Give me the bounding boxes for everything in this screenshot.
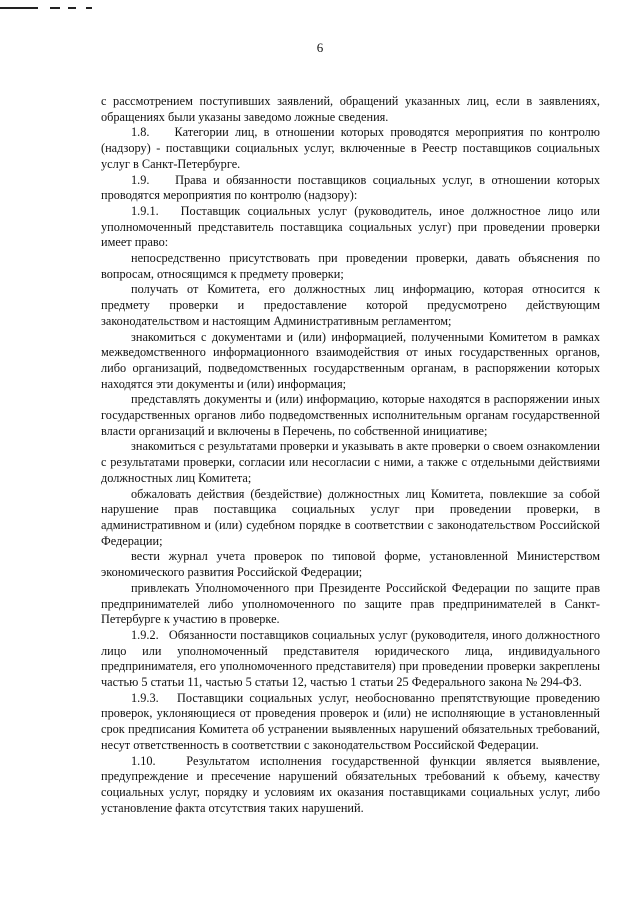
paragraph: 1.9.2. Обязанности поставщиков социальных услуг (руководителя, иного должностного лицо или уполномоченный представителя юридического лица, индивидуального предпринимателя, его уполномоченного представителя) при проведении проверки закреплены частью 5 статьи 11, частью 5 статьи 12, частью 1 статьи 25 Федерального закона № 294-ФЗ. bbox=[101, 627, 600, 690]
paragraph: 1.8. Категории лиц, в отношении которых проводятся мероприятия по контролю (надзору) - поставщики социальных услуг, включенные в Реестр поставщиков социальных услуг в Санкт-Петербурге. bbox=[101, 125, 600, 171]
paragraph: 1.9.3. Поставщики социальных услуг, необоснованно препятствующие проведению проверок, уклоняющиеся от проведения проверок и (или) не исполняющие в установленный срок предписания Комитета об устранении выявленных нарушений обязательных требований, несут ответственность в соответствии с законодательством Российской Федерации. bbox=[101, 690, 600, 752]
page-number: 6 bbox=[316, 40, 324, 55]
scan-edge-mark bbox=[0, 7, 38, 9]
scan-edge-mark bbox=[86, 7, 92, 9]
paragraph: непосредственно присутствовать при проведении проверки, давать объяснения по вопросам, относящимся к предмету проверки; bbox=[101, 251, 600, 281]
paragraph: представлять документы и (или) информацию, которые находятся в распоряжении иных государственных органов либо подведомственных исполнительным органам государственной власти организаций и включены в Перечень, по собственной инициативе; bbox=[101, 392, 600, 438]
paragraph: получать от Комитета, его должностных лиц информацию, которая относится к предмету проверки и предоставление которой предусмотрено действующим законодательством и настоящим Административным регламентом; bbox=[101, 282, 600, 328]
paragraph: 1.9.1. Поставщик социальных услуг (руководитель, иное должностное лицо или уполномоченный представитель поставщика социальных услуг) при проведении проверки имеет право: bbox=[101, 203, 600, 250]
scan-edge-mark bbox=[68, 7, 76, 9]
scan-edge-mark bbox=[50, 7, 60, 9]
paragraph: вести журнал учета проверок по типовой форме, установленной Министерством экономического развития Российской Федерации; bbox=[101, 549, 600, 580]
paragraph: 1.9. Права и обязанности поставщиков социальных услуг, в отношении которых проводятся мероприятия по контролю (надзору): bbox=[101, 172, 600, 203]
paragraph: 1.10. Результатом исполнения государственной функции является выявление, предупреждение и пресечение нарушений обязательных требований к объему, качеству социальных услуг, порядку и условиям их оказания поставщиками социальных услуг, либо установление факта отсутствия таких нарушений. bbox=[101, 753, 600, 815]
paragraph: привлекать Уполномоченного при Президенте Российской Федерации по защите прав предпринимателей либо уполномоченного по защите прав предпринимателей в Санкт-Петербурге к участию в проверке. bbox=[101, 580, 600, 627]
document-body bbox=[101, 94, 600, 816]
paragraph: с рассмотрением поступивших заявлений, обращений указанных лиц, если в заявлениях, обращениях были указаны заведомо ложные сведения. bbox=[101, 94, 600, 124]
paragraph: обжаловать действия (бездействие) должностных лиц Комитета, повлекшие за собой нарушение прав поставщика социальных услуг при проведении проверки, в административном и (или) судебном порядке в соответствии с законодательством Российской Федерации; bbox=[101, 486, 600, 548]
paragraph: знакомиться с результатами проверки и указывать в акте проверки о своем ознакомлении с результатами проверки, согласии или несогласии с ними, а также с отдельными действиями должностных лиц Комитета; bbox=[101, 439, 600, 485]
paragraph: знакомиться с документами и (или) информацией, полученными Комитетом в рамках межведомственного информационного взаимодействия от иных государственных органов, либо организаций, подведомственных государственным органам, в распоряжении которых находятся эти документы и (или) информация; bbox=[101, 329, 600, 391]
